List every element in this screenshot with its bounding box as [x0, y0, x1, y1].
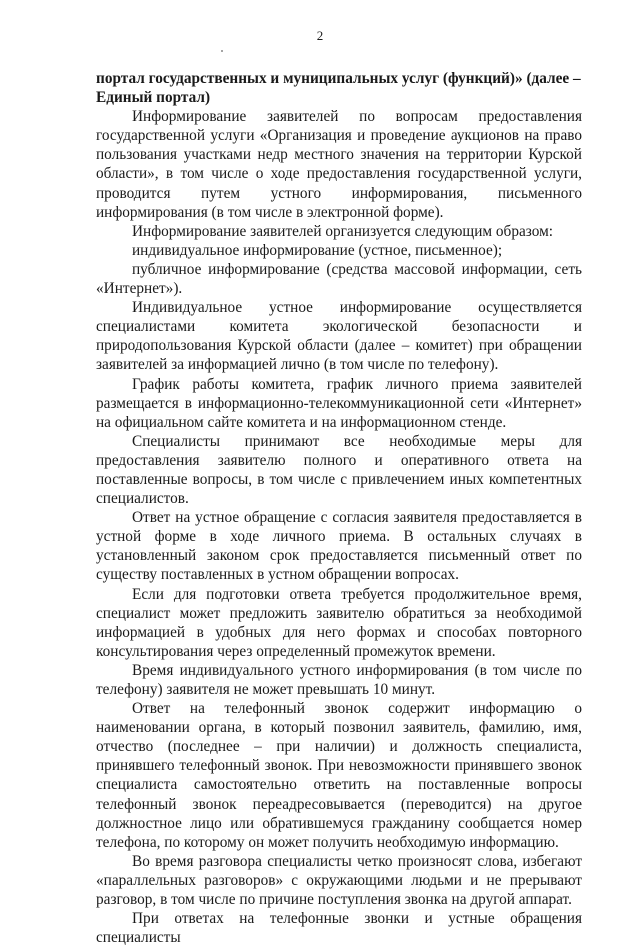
paragraph: Если для подготовки ответа требуется продолжительное время, специалист может предложить заявителю обратиться за необходимой информацией в удобных для него формах и способах повторного консультирования через определенный промежуток времени.	[96, 585, 582, 660]
paragraph: График работы комитета, график личного приема заявителей размещается в информационно-телекоммуникационной сети «Интернет» на официальном сайте комитета и на информационном стенде.	[96, 375, 582, 431]
section-heading: портал государственных и муниципальных услуг (функций)» (далее – Единый портал)	[96, 70, 581, 107]
scan-speck	[221, 50, 223, 52]
paragraph: Ответ на устное обращение с согласия заявителя предоставляется в устной форме в ходе личного приема. В остальных случаях в установленный законом срок предоставляется письменный ответ по существу поставленных в устном обращении вопросах.	[96, 509, 582, 584]
paragraph: Информирование заявителей организуется следующим образом:	[132, 222, 554, 240]
paragraph: Индивидуальное устное информирование осуществляется специалистами комитета экологической безопасности и природопользования Курской области (далее – комитет) при обращении заявителей за информацией лично (в том числе по телефону).	[96, 299, 582, 374]
paragraph: Специалисты принимают все необходимые меры для предоставления заявителю полного и оперативного ответа на поставленные вопросы, в том числе с привлечением иных компетентных специалистов.	[96, 432, 582, 508]
paragraph: Информирование заявителей по вопросам предоставления государственной услуги «Организация и проведение аукционов на право пользования участками недр местного значения на территории Курской области», в том числе о ходе предоставления государственной услуги, проводится путем устного информирования, письменного информирования (в том числе в электронной форме).	[96, 108, 582, 221]
paragraph: Время индивидуального устного информирования (в том числе по телефону) заявителя не может превышать 10 минут.	[96, 661, 582, 698]
paragraph: При ответах на телефонные звонки и устные обращения специалисты	[96, 910, 582, 947]
document-body	[96, 69, 582, 947]
page-number: 2	[316, 28, 324, 43]
paragraph: индивидуальное информирование (устное, письменное);	[132, 241, 503, 259]
paragraph: публичное информирование (средства массовой информации, сеть «Интернет»).	[96, 260, 582, 298]
paragraph: Во время разговора специалисты четко произносят слова, избегают «параллельных разговоров» с окружающими людьми и не прерывают разговор, в том числе по причине поступления звонка на другой аппарат.	[96, 852, 582, 909]
paragraph: Ответ на телефонный звонок содержит информацию о наименовании органа, в который позвонил заявитель, фамилию, имя, отчество (последнее – при наличии) и должность специалиста, принявшего телефонный звонок. При невозможности принявшего звонок специалиста самостоятельно ответить на поставленные вопросы телефонный звонок переадресовывается (переводится) на другое должностное лицо или обратившемуся гражданину сообщается номер телефона, по которому он может получить необходимую информацию.	[96, 700, 582, 851]
